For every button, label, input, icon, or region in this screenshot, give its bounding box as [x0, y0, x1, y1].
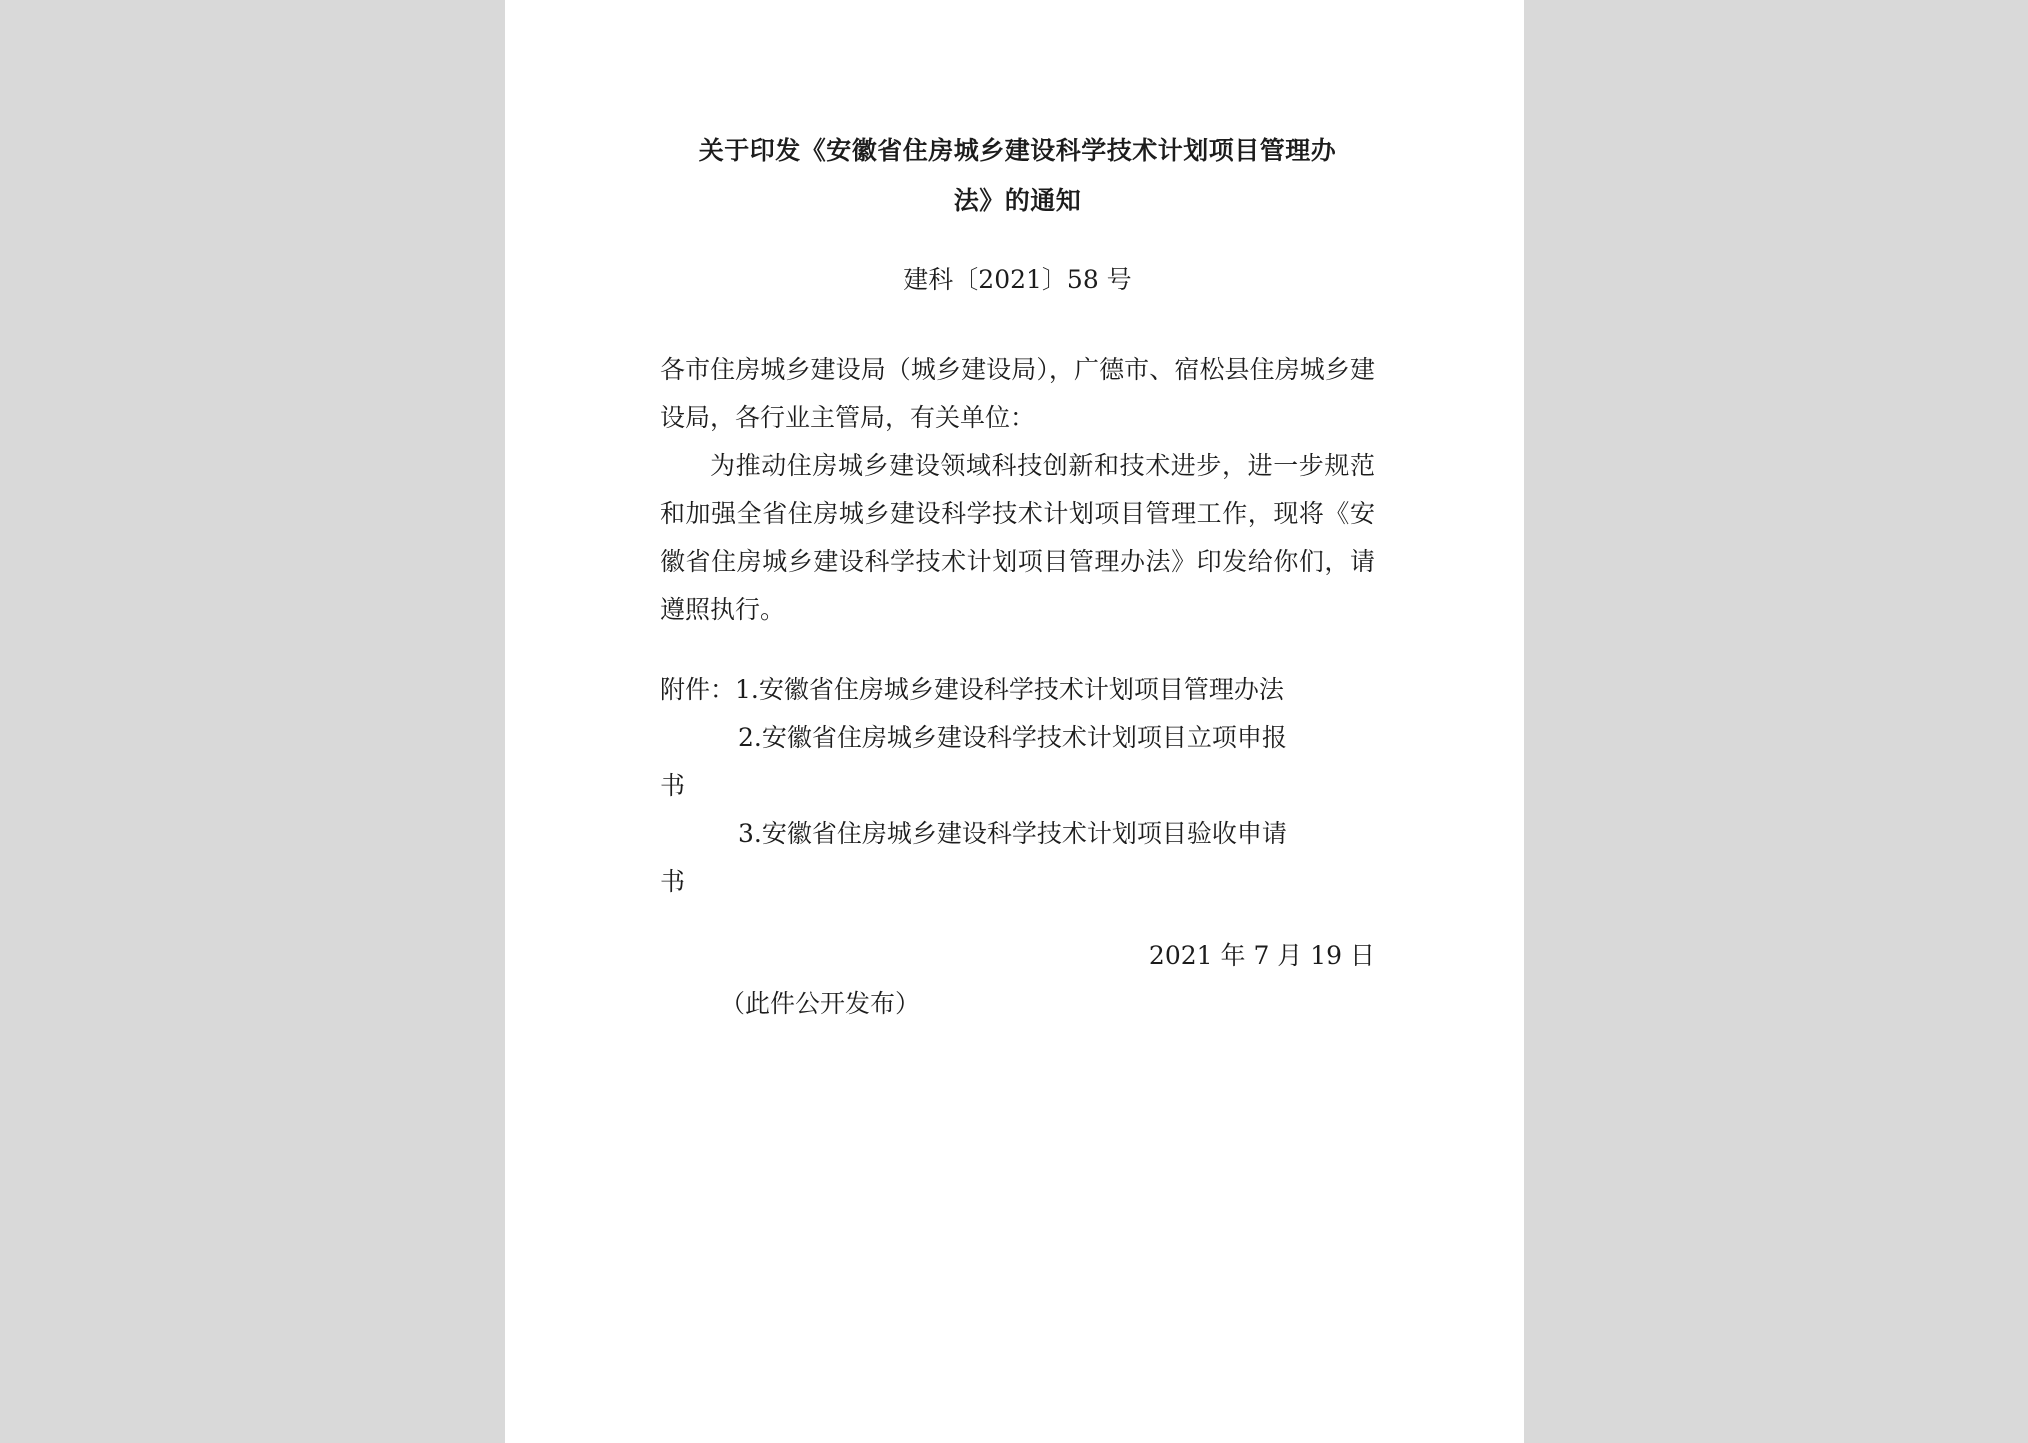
title-line-1: 关于印发《安徽省住房城乡建设科学技术计划项目管理办: [698, 136, 1337, 165]
document-title: [660, 126, 1375, 226]
attachment-item-2-wrap: 书: [660, 771, 686, 800]
document-page: [505, 0, 1524, 1443]
document-content: [660, 126, 1375, 1028]
attachment-item-3: 3.安徽省住房城乡建设科学技术计划项目验收申请: [738, 819, 1287, 848]
publication-note: （此件公开发布）: [720, 989, 921, 1018]
document-date: 2021 年 7 月 19 日: [1148, 941, 1375, 970]
document-number: 建科〔2021〕58 号: [903, 265, 1132, 294]
attachment-item-2: 2.安徽省住房城乡建设科学技术计划项目立项申报: [738, 723, 1287, 752]
attachments-list: [660, 666, 1375, 906]
attachment-item-3-wrap: 书: [660, 867, 686, 896]
addressee: 各市住房城乡建设局（城乡建设局），广德市、宿松县住房城乡建设局，各行业主管局，有关单位：: [660, 355, 1375, 432]
attachments-label: 附件：: [660, 675, 736, 704]
title-line-2: 法》的通知: [953, 186, 1082, 215]
attachment-item-1: 附件：1.安徽省住房城乡建设科学技术计划项目管理办法: [660, 675, 1284, 704]
body-paragraph: 为推动住房城乡建设领域科技创新和技术进步，进一步规范和加强全省住房城乡建设科学技术计划项目管理工作，现将《安徽省住房城乡建设科学技术计划项目管理办法》印发给你们，请遵照执行。: [660, 451, 1375, 624]
